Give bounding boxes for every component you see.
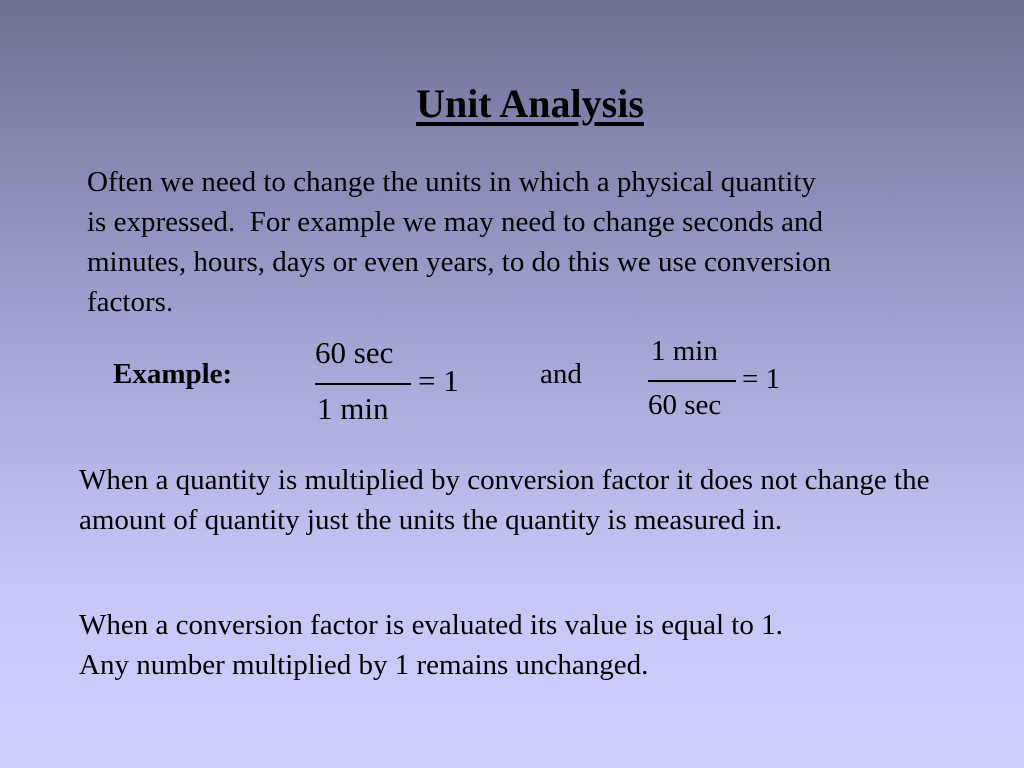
fraction-denominator: 60 sec [648, 389, 722, 421]
slide-title: Unit Analysis [416, 81, 644, 126]
equals-one: = 1 [418, 363, 459, 398]
multiplication-paragraph: When a quantity is multiplied by conversion factor it does not change the amount of quantity just the units the quantity is measured in. [79, 464, 930, 536]
evaluation-paragraph [79, 605, 979, 685]
equals-one: = 1 [742, 363, 781, 395]
and-label: and [540, 358, 582, 390]
evaluation-line-2: Any number multiplied by 1 remains unchanged. [79, 649, 649, 681]
intro-paragraph: Often we need to change the units in which a physical quantity is expressed. For example we may need to change seconds and minutes, hours, days or even years, to do this we use conversion factors. [87, 166, 832, 318]
fraction-bar [648, 380, 736, 382]
fraction-numerator: 1 min [651, 335, 718, 367]
example-label: Example: [113, 358, 233, 390]
evaluation-line-1: When a conversion factor is evaluated its value is equal to 1. [79, 609, 783, 641]
fraction-numerator: 60 sec [315, 335, 394, 370]
fraction-bar [315, 383, 411, 385]
fraction-denominator: 1 min [317, 391, 389, 426]
